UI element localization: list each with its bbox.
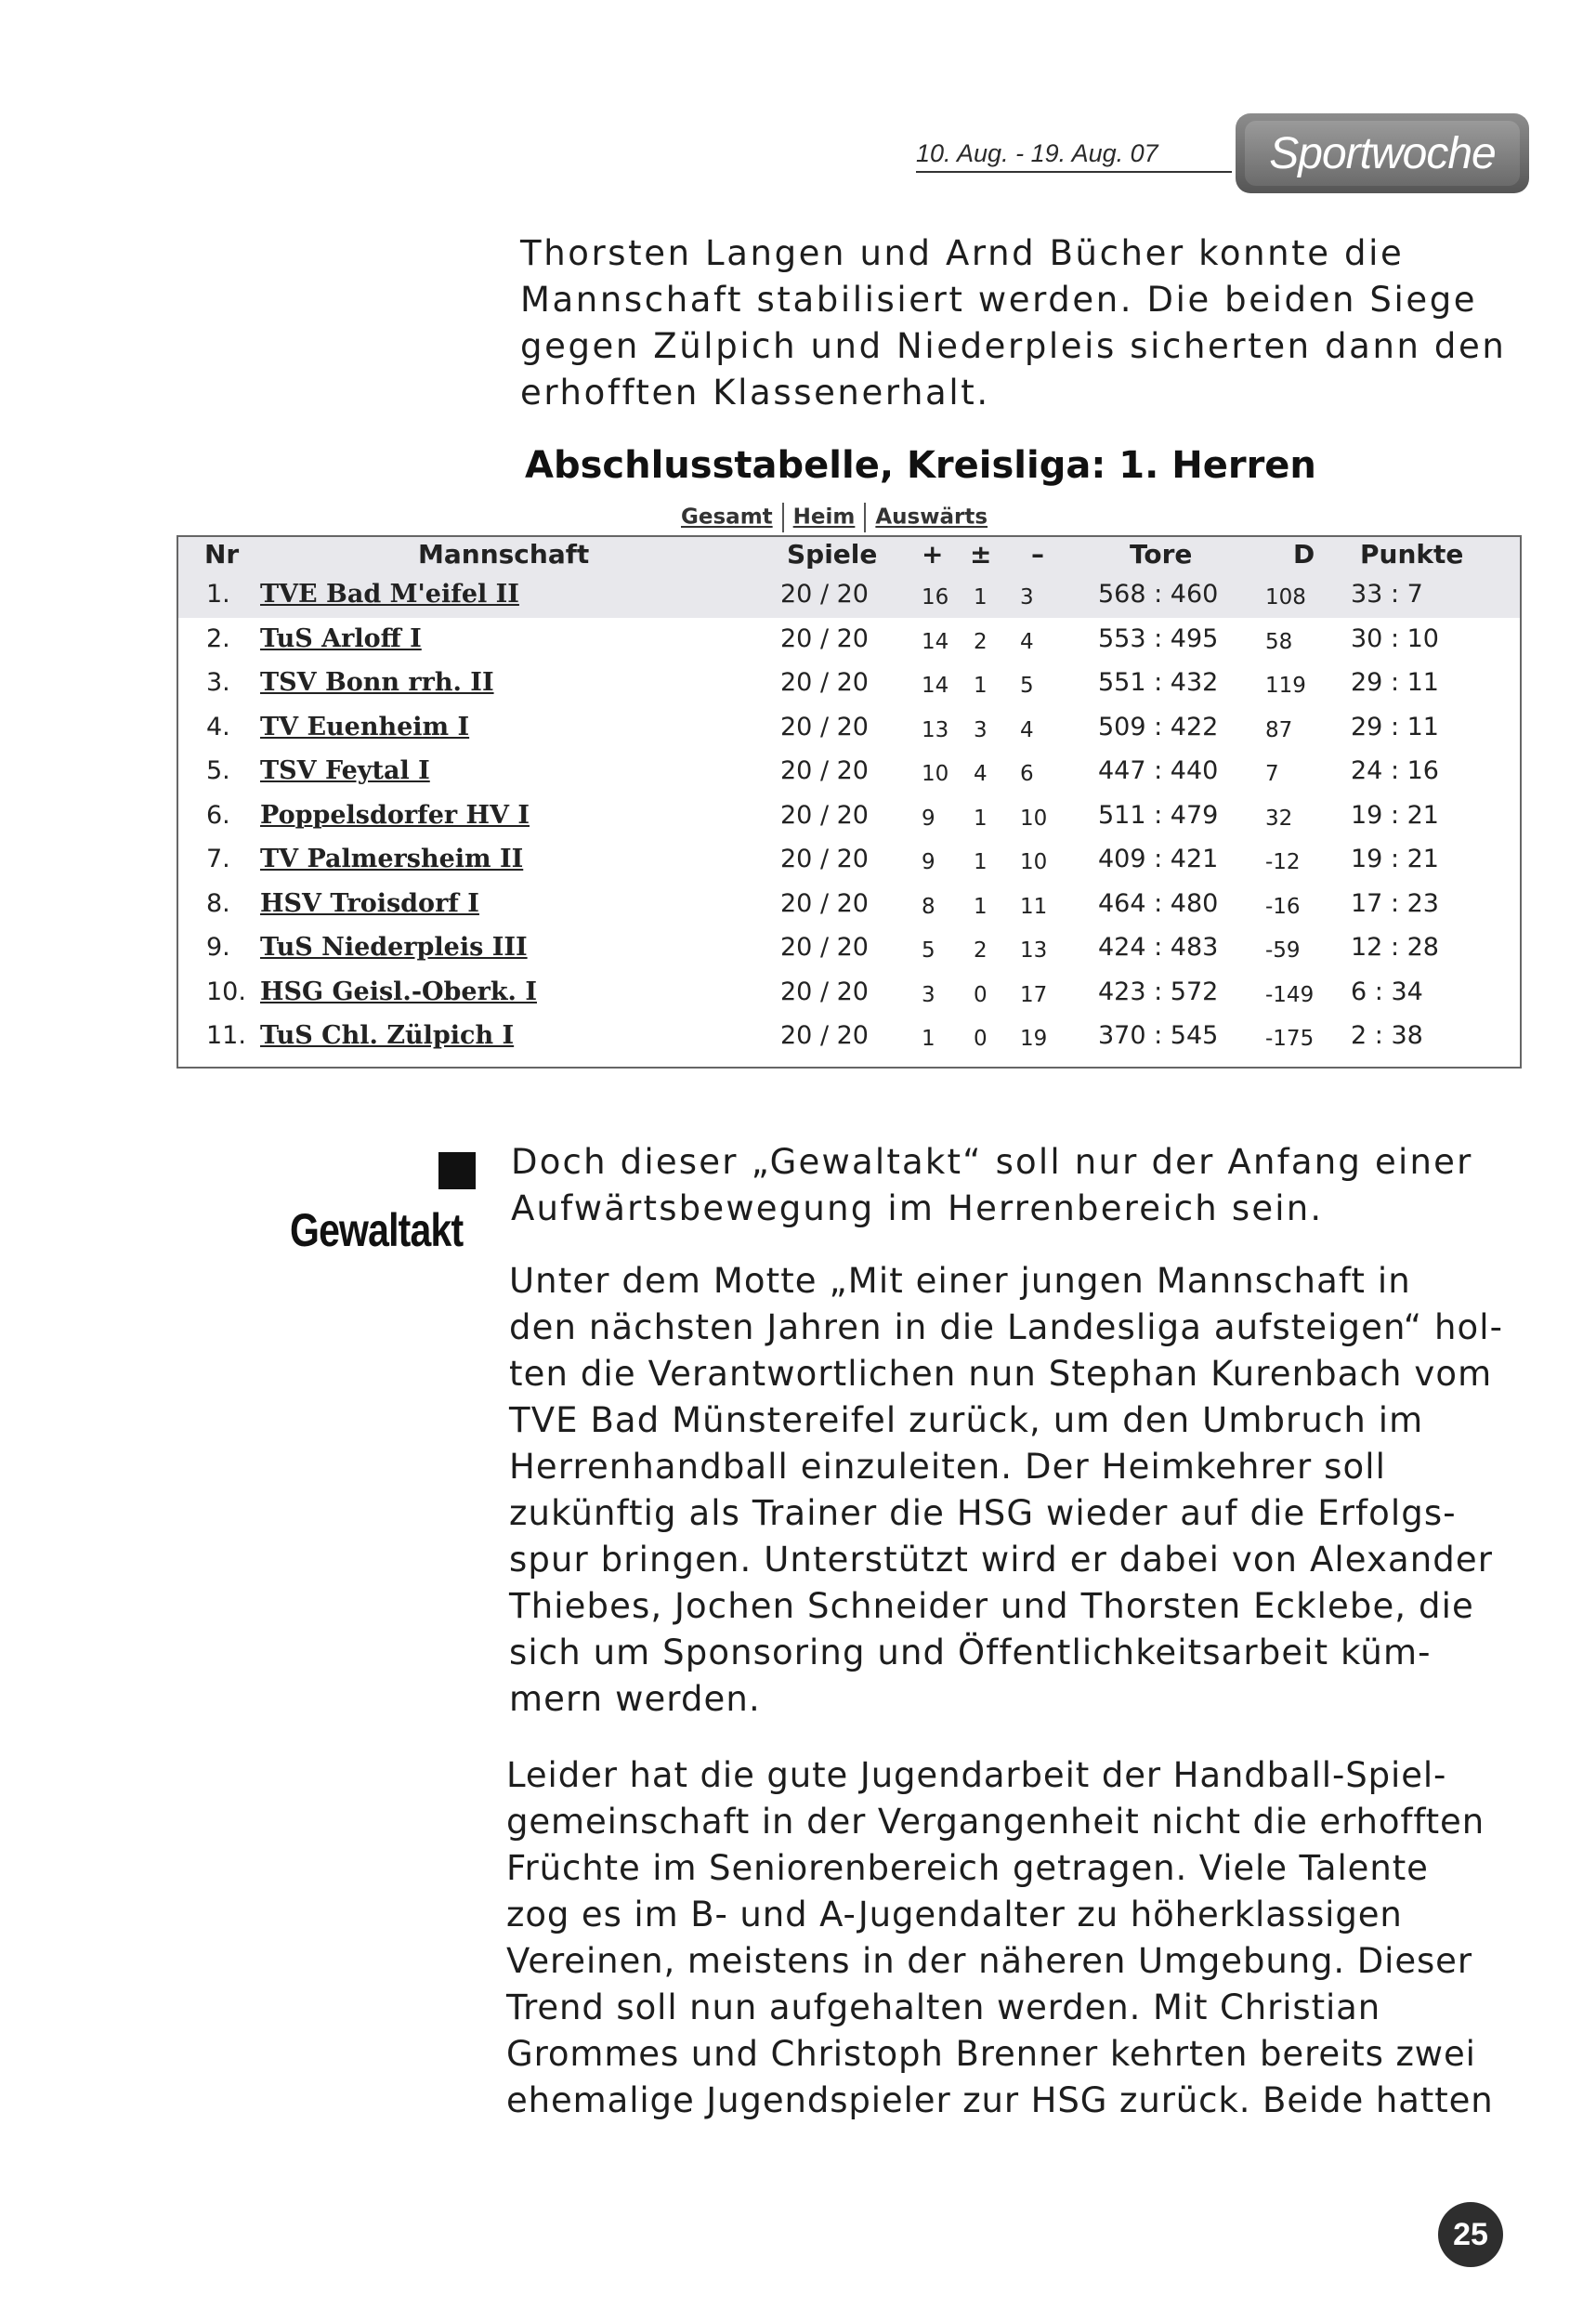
- intro-line: erhofften Klassenerhalt.: [520, 373, 990, 413]
- cell-draw: 2: [974, 629, 988, 654]
- cell-points: 17 : 23: [1351, 888, 1439, 918]
- cell-team[interactable]: TV Euenheim I: [260, 712, 470, 741]
- table-title: Abschlusstabelle, Kreisliga: 1. Herren: [525, 444, 1316, 487]
- para3-line: ehemalige Jugendspieler zur HSG zurück. Beide hatten: [506, 2080, 1494, 2120]
- para2-line: ten die Verantwortlichen nun Stephan Kurenbach vom: [509, 1354, 1493, 1394]
- table-row: [178, 662, 1520, 706]
- cell-lost: 19: [1020, 1027, 1048, 1051]
- cell-nr: 5.: [206, 756, 230, 785]
- header-nr: Nr: [204, 539, 240, 570]
- para2-line: den nächsten Jahren in die Landesliga aufsteigen“ hol-: [509, 1307, 1504, 1347]
- cell-lost: 5: [1020, 674, 1034, 698]
- cell-diff: 7: [1265, 762, 1279, 786]
- para2-line: TVE Bad Münstereifel zurück, um den Umbruch im: [509, 1400, 1424, 1440]
- para2-line: Herrenhandball einzuleiten. Der Heimkehrer soll: [509, 1447, 1386, 1487]
- cell-goals: 568 : 460: [1098, 580, 1219, 609]
- cell-points: 30 : 10: [1351, 623, 1439, 653]
- cell-goals: 553 : 495: [1098, 623, 1219, 653]
- table-row: [178, 839, 1520, 883]
- cell-draw: 1: [974, 585, 988, 610]
- cell-team[interactable]: TuS Chl. Zülpich I: [260, 1021, 515, 1050]
- table-row: [178, 574, 1520, 618]
- cell-team[interactable]: HSG Geisl.-Oberk. I: [260, 977, 537, 1006]
- cell-nr: 3.: [206, 668, 230, 697]
- cell-nr: 1.: [206, 580, 230, 609]
- cell-nr: 9.: [206, 933, 230, 962]
- cell-points: 6 : 34: [1351, 977, 1423, 1006]
- cell-diff: -149: [1265, 982, 1315, 1007]
- cell-won: 16: [922, 585, 949, 610]
- header-diff: D: [1293, 539, 1315, 570]
- table-row: [178, 884, 1520, 927]
- cell-goals: 509 : 422: [1098, 712, 1219, 741]
- table-row: [178, 619, 1520, 662]
- cell-points: 29 : 11: [1351, 712, 1439, 741]
- cell-games: 20 / 20: [780, 977, 869, 1006]
- tab-auswaerts[interactable]: Auswärts: [875, 505, 988, 530]
- header-draw: ±: [970, 539, 992, 570]
- cell-goals: 423 : 572: [1098, 977, 1219, 1006]
- para2-line: Thiebes, Jochen Schneider und Thorsten Ecklebe, die: [509, 1586, 1474, 1626]
- cell-draw: 0: [974, 982, 988, 1007]
- cell-goals: 551 : 432: [1098, 668, 1219, 697]
- header-games: Spiele: [787, 539, 878, 570]
- table-row: [178, 707, 1520, 751]
- header-team: Mannschaft: [418, 539, 590, 570]
- cell-lost: 10: [1020, 850, 1048, 874]
- cell-lost: 17: [1020, 982, 1048, 1007]
- paragraph-3: [506, 1752, 1494, 2124]
- cell-lost: 10: [1020, 806, 1048, 831]
- para2-line: spur bringen. Unterstützt wird er dabei von Alexander: [509, 1540, 1494, 1580]
- cell-games: 20 / 20: [780, 933, 869, 962]
- cell-draw: 1: [974, 850, 988, 874]
- sportwoche-badge: [1236, 113, 1529, 193]
- sportwoche-badge-label: Sportwoche: [1245, 121, 1520, 186]
- cell-diff: -59: [1265, 938, 1301, 963]
- para2-line: sich um Sponsoring und Öffentlichkeitsarbeit küm-: [509, 1633, 1432, 1672]
- cell-draw: 1: [974, 674, 988, 698]
- header-rule: [916, 171, 1232, 173]
- cell-lost: 4: [1020, 629, 1034, 654]
- cell-draw: 1: [974, 806, 988, 831]
- table-row: [178, 972, 1520, 1016]
- cell-diff: 119: [1265, 674, 1306, 698]
- cell-points: 19 : 21: [1351, 800, 1439, 830]
- cell-lost: 4: [1020, 717, 1034, 742]
- para2-line: zukünftig als Trainer die HSG wieder auf die Erfolgs-: [509, 1493, 1457, 1533]
- cell-team[interactable]: TVE Bad M'eifel II: [260, 580, 519, 609]
- para2-line: Unter dem Motte „Mit einer jungen Mannschaft in: [509, 1261, 1411, 1301]
- cell-draw: 4: [974, 762, 988, 786]
- cell-nr: 7.: [206, 845, 230, 873]
- cell-games: 20 / 20: [780, 580, 869, 609]
- intro-line: gegen Zülpich und Niederpleis sicherten dann den: [520, 326, 1507, 366]
- section-marker: [438, 1152, 476, 1189]
- cell-diff: -12: [1265, 850, 1301, 874]
- paragraph-1: [511, 1139, 1473, 1232]
- cell-games: 20 / 20: [780, 800, 869, 830]
- cell-points: 33 : 7: [1351, 580, 1423, 609]
- cell-goals: 409 : 421: [1098, 845, 1219, 873]
- page-number: 25: [1438, 2202, 1503, 2267]
- para3-line: zog es im B- und A-Jugendalter zu höherklassigen: [506, 1895, 1403, 1934]
- cell-nr: 11.: [206, 1021, 246, 1050]
- cell-won: 9: [922, 850, 935, 874]
- cell-won: 13: [922, 717, 949, 742]
- cell-team[interactable]: TSV Feytal I: [260, 756, 430, 785]
- cell-points: 2 : 38: [1351, 1021, 1423, 1050]
- issue-date: 10. Aug. - 19. Aug. 07: [916, 139, 1158, 167]
- table-tabs: [681, 503, 988, 532]
- header-goals: Tore: [1130, 539, 1193, 570]
- para3-line: Früchte im Seniorenbereich getragen. Viele Talente: [506, 1848, 1429, 1888]
- cell-nr: 8.: [206, 888, 230, 918]
- cell-won: 10: [922, 762, 949, 786]
- cell-goals: 464 : 480: [1098, 888, 1219, 918]
- cell-nr: 10.: [206, 977, 246, 1006]
- cell-lost: 3: [1020, 585, 1034, 610]
- para3-line: Vereinen, meistens in der näheren Umgebung. Dieser: [506, 1941, 1472, 1981]
- paragraph-2: [509, 1258, 1503, 1723]
- cell-team[interactable]: HSV Troisdorf I: [260, 888, 479, 918]
- table-row: [178, 1016, 1520, 1059]
- cell-lost: 11: [1020, 894, 1048, 919]
- cell-games: 20 / 20: [780, 668, 869, 697]
- cell-diff: 32: [1265, 806, 1293, 831]
- cell-diff: 58: [1265, 629, 1293, 654]
- cell-nr: 6.: [206, 800, 230, 830]
- cell-diff: -16: [1265, 894, 1301, 919]
- cell-diff: -175: [1265, 1027, 1315, 1051]
- cell-won: 9: [922, 806, 935, 831]
- cell-nr: 2.: [206, 623, 230, 653]
- intro-line: Thorsten Langen und Arnd Bücher konnte die: [520, 233, 1405, 273]
- cell-lost: 13: [1020, 938, 1048, 963]
- table-header-row: [178, 537, 1520, 574]
- table-row: [178, 795, 1520, 839]
- para3-line: Leider hat die gute Jugendarbeit der Handball-Spiel-: [506, 1755, 1447, 1795]
- cell-diff: 108: [1265, 585, 1306, 610]
- standings-table: [177, 535, 1522, 1069]
- para2-line: mern werden.: [509, 1679, 761, 1719]
- cell-goals: 447 : 440: [1098, 756, 1219, 785]
- cell-team[interactable]: Poppelsdorfer HV I: [260, 800, 530, 830]
- cell-draw: 3: [974, 717, 988, 742]
- cell-won: 3: [922, 982, 935, 1007]
- header-won: +: [922, 539, 944, 570]
- cell-games: 20 / 20: [780, 1021, 869, 1050]
- cell-team[interactable]: TV Palmersheim II: [260, 845, 524, 873]
- cell-team[interactable]: TuS Arloff I: [260, 623, 422, 653]
- table-row: [178, 927, 1520, 971]
- cell-won: 14: [922, 629, 949, 654]
- header-lost: –: [1031, 539, 1044, 570]
- cell-points: 19 : 21: [1351, 845, 1439, 873]
- cell-games: 20 / 20: [780, 712, 869, 741]
- cell-won: 5: [922, 938, 935, 963]
- table-row: [178, 751, 1520, 794]
- cell-team[interactable]: TuS Niederpleis III: [260, 933, 528, 962]
- intro-line: Mannschaft stabilisiert werden. Die beiden Siege: [520, 280, 1478, 320]
- cell-won: 14: [922, 674, 949, 698]
- header-points: Punkte: [1360, 539, 1464, 570]
- para1-line: Doch dieser „Gewaltakt“ soll nur der Anfang einer: [511, 1142, 1473, 1182]
- tab-gesamt[interactable]: Gesamt: [681, 505, 773, 530]
- intro-paragraph: [520, 230, 1506, 416]
- cell-games: 20 / 20: [780, 888, 869, 918]
- para3-line: Grommes und Christoph Brenner kehrten bereits zwei: [506, 2034, 1476, 2074]
- tab-heim[interactable]: Heim: [792, 505, 856, 530]
- para3-line: gemeinschaft in der Vergangenheit nicht die erhofften: [506, 1802, 1485, 1842]
- cell-games: 20 / 20: [780, 623, 869, 653]
- section-title: Gewaltakt: [290, 1204, 464, 1256]
- cell-nr: 4.: [206, 712, 230, 741]
- cell-games: 20 / 20: [780, 756, 869, 785]
- cell-goals: 424 : 483: [1098, 933, 1219, 962]
- cell-goals: 370 : 545: [1098, 1021, 1219, 1050]
- cell-points: 24 : 16: [1351, 756, 1439, 785]
- cell-won: 8: [922, 894, 935, 919]
- cell-points: 29 : 11: [1351, 668, 1439, 697]
- cell-diff: 87: [1265, 717, 1293, 742]
- cell-goals: 511 : 479: [1098, 800, 1219, 830]
- cell-games: 20 / 20: [780, 845, 869, 873]
- para3-line: Trend soll nun aufgehalten werden. Mit Christian: [506, 1987, 1381, 2027]
- para1-line: Aufwärtsbewegung im Herrenbereich sein.: [511, 1188, 1324, 1228]
- cell-team[interactable]: TSV Bonn rrh. II: [260, 668, 494, 697]
- cell-draw: 1: [974, 894, 988, 919]
- cell-won: 1: [922, 1027, 935, 1051]
- cell-draw: 0: [974, 1027, 988, 1051]
- cell-draw: 2: [974, 938, 988, 963]
- cell-lost: 6: [1020, 762, 1034, 786]
- cell-points: 12 : 28: [1351, 933, 1439, 962]
